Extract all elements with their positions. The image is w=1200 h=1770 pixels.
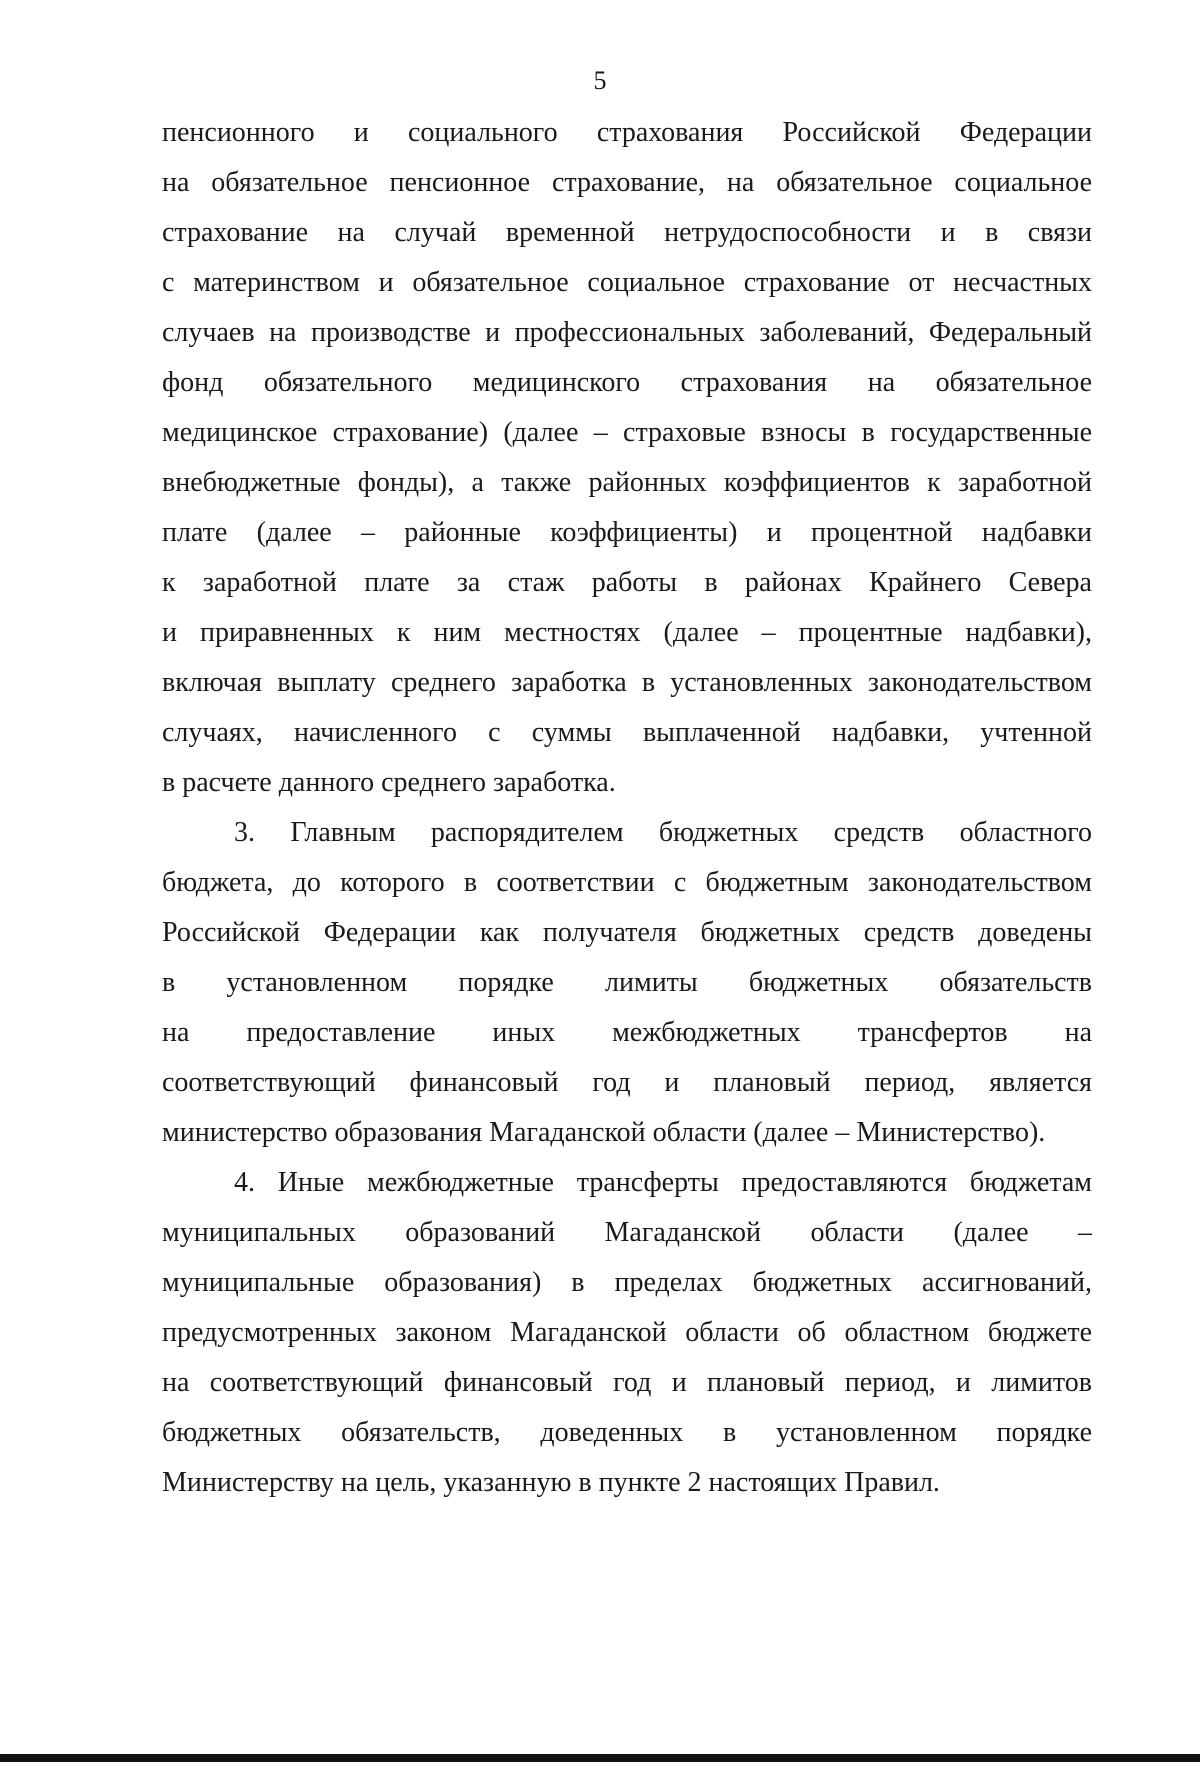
- text-line: муниципальные образования) в пределах бюджетных ассигнований,: [162, 1267, 1092, 1298]
- text-line: Министерству на цель, указанную в пункте 2 настоящих Правил.: [162, 1467, 940, 1498]
- text-line: на соответствующий финансовый год и плановый период, и лимитов: [162, 1367, 1092, 1398]
- text-line: фонд обязательного медицинского страхования на обязательное: [162, 367, 1092, 398]
- text-line: бюджетных обязательств, доведенных в установленном порядке: [162, 1417, 1092, 1448]
- page-bottom-edge: [0, 1754, 1200, 1762]
- text-line: в установленном порядке лимиты бюджетных обязательств: [162, 967, 1092, 998]
- text-line: предусмотренных законом Магаданской области об областном бюджете: [162, 1317, 1092, 1348]
- text-line: пенсионного и социального страхования Российской Федерации: [162, 117, 1092, 148]
- text-line: страхование на случай временной нетрудоспособности и в связи: [162, 217, 1092, 248]
- page-number: 5: [593, 66, 607, 95]
- text-line: на предоставление иных межбюджетных трансфертов на: [162, 1017, 1092, 1048]
- text-line: случаев на производстве и профессиональных заболеваний, Федеральный: [162, 317, 1092, 348]
- text-line: бюджета, до которого в соответствии с бюджетным законодательством: [162, 867, 1092, 898]
- text-line: с материнством и обязательное социальное страхование от несчастных: [162, 267, 1092, 298]
- text-line: случаях, начисленного с суммы выплаченной надбавки, учтенной: [162, 717, 1092, 748]
- text-line: 3. Главным распорядителем бюджетных средств областного: [234, 817, 1092, 848]
- text-line: включая выплату среднего заработка в установленных законодательством: [162, 667, 1092, 698]
- paragraph-continuation: [162, 108, 1092, 808]
- paragraph-item-3: [162, 808, 1092, 1158]
- text-line: внебюджетные фонды), а также районных коэффициентов к заработной: [162, 467, 1092, 498]
- text-line: 4. Иные межбюджетные трансферты предоставляются бюджетам: [234, 1167, 1092, 1198]
- text-line: соответствующий финансовый год и плановый период, является: [162, 1067, 1092, 1098]
- document-body: [162, 108, 1092, 1508]
- paragraph-item-4: [162, 1158, 1092, 1508]
- text-line: на обязательное пенсионное страхование, на обязательное социальное: [162, 167, 1092, 198]
- text-line: Российской Федерации как получателя бюджетных средств доведены: [162, 917, 1092, 948]
- text-line: в расчете данного среднего заработка.: [162, 767, 616, 798]
- text-line: к заработной плате за стаж работы в районах Крайнего Севера: [162, 567, 1092, 598]
- text-line: и приравненных к ним местностях (далее – процентные надбавки),: [162, 617, 1092, 648]
- text-line: министерство образования Магаданской области (далее – Министерство).: [162, 1117, 1046, 1148]
- text-line: муниципальных образований Магаданской области (далее –: [162, 1217, 1092, 1248]
- text-line: медицинское страхование) (далее – страховые взносы в государственные: [162, 417, 1092, 448]
- text-line: плате (далее – районные коэффициенты) и процентной надбавки: [162, 517, 1092, 548]
